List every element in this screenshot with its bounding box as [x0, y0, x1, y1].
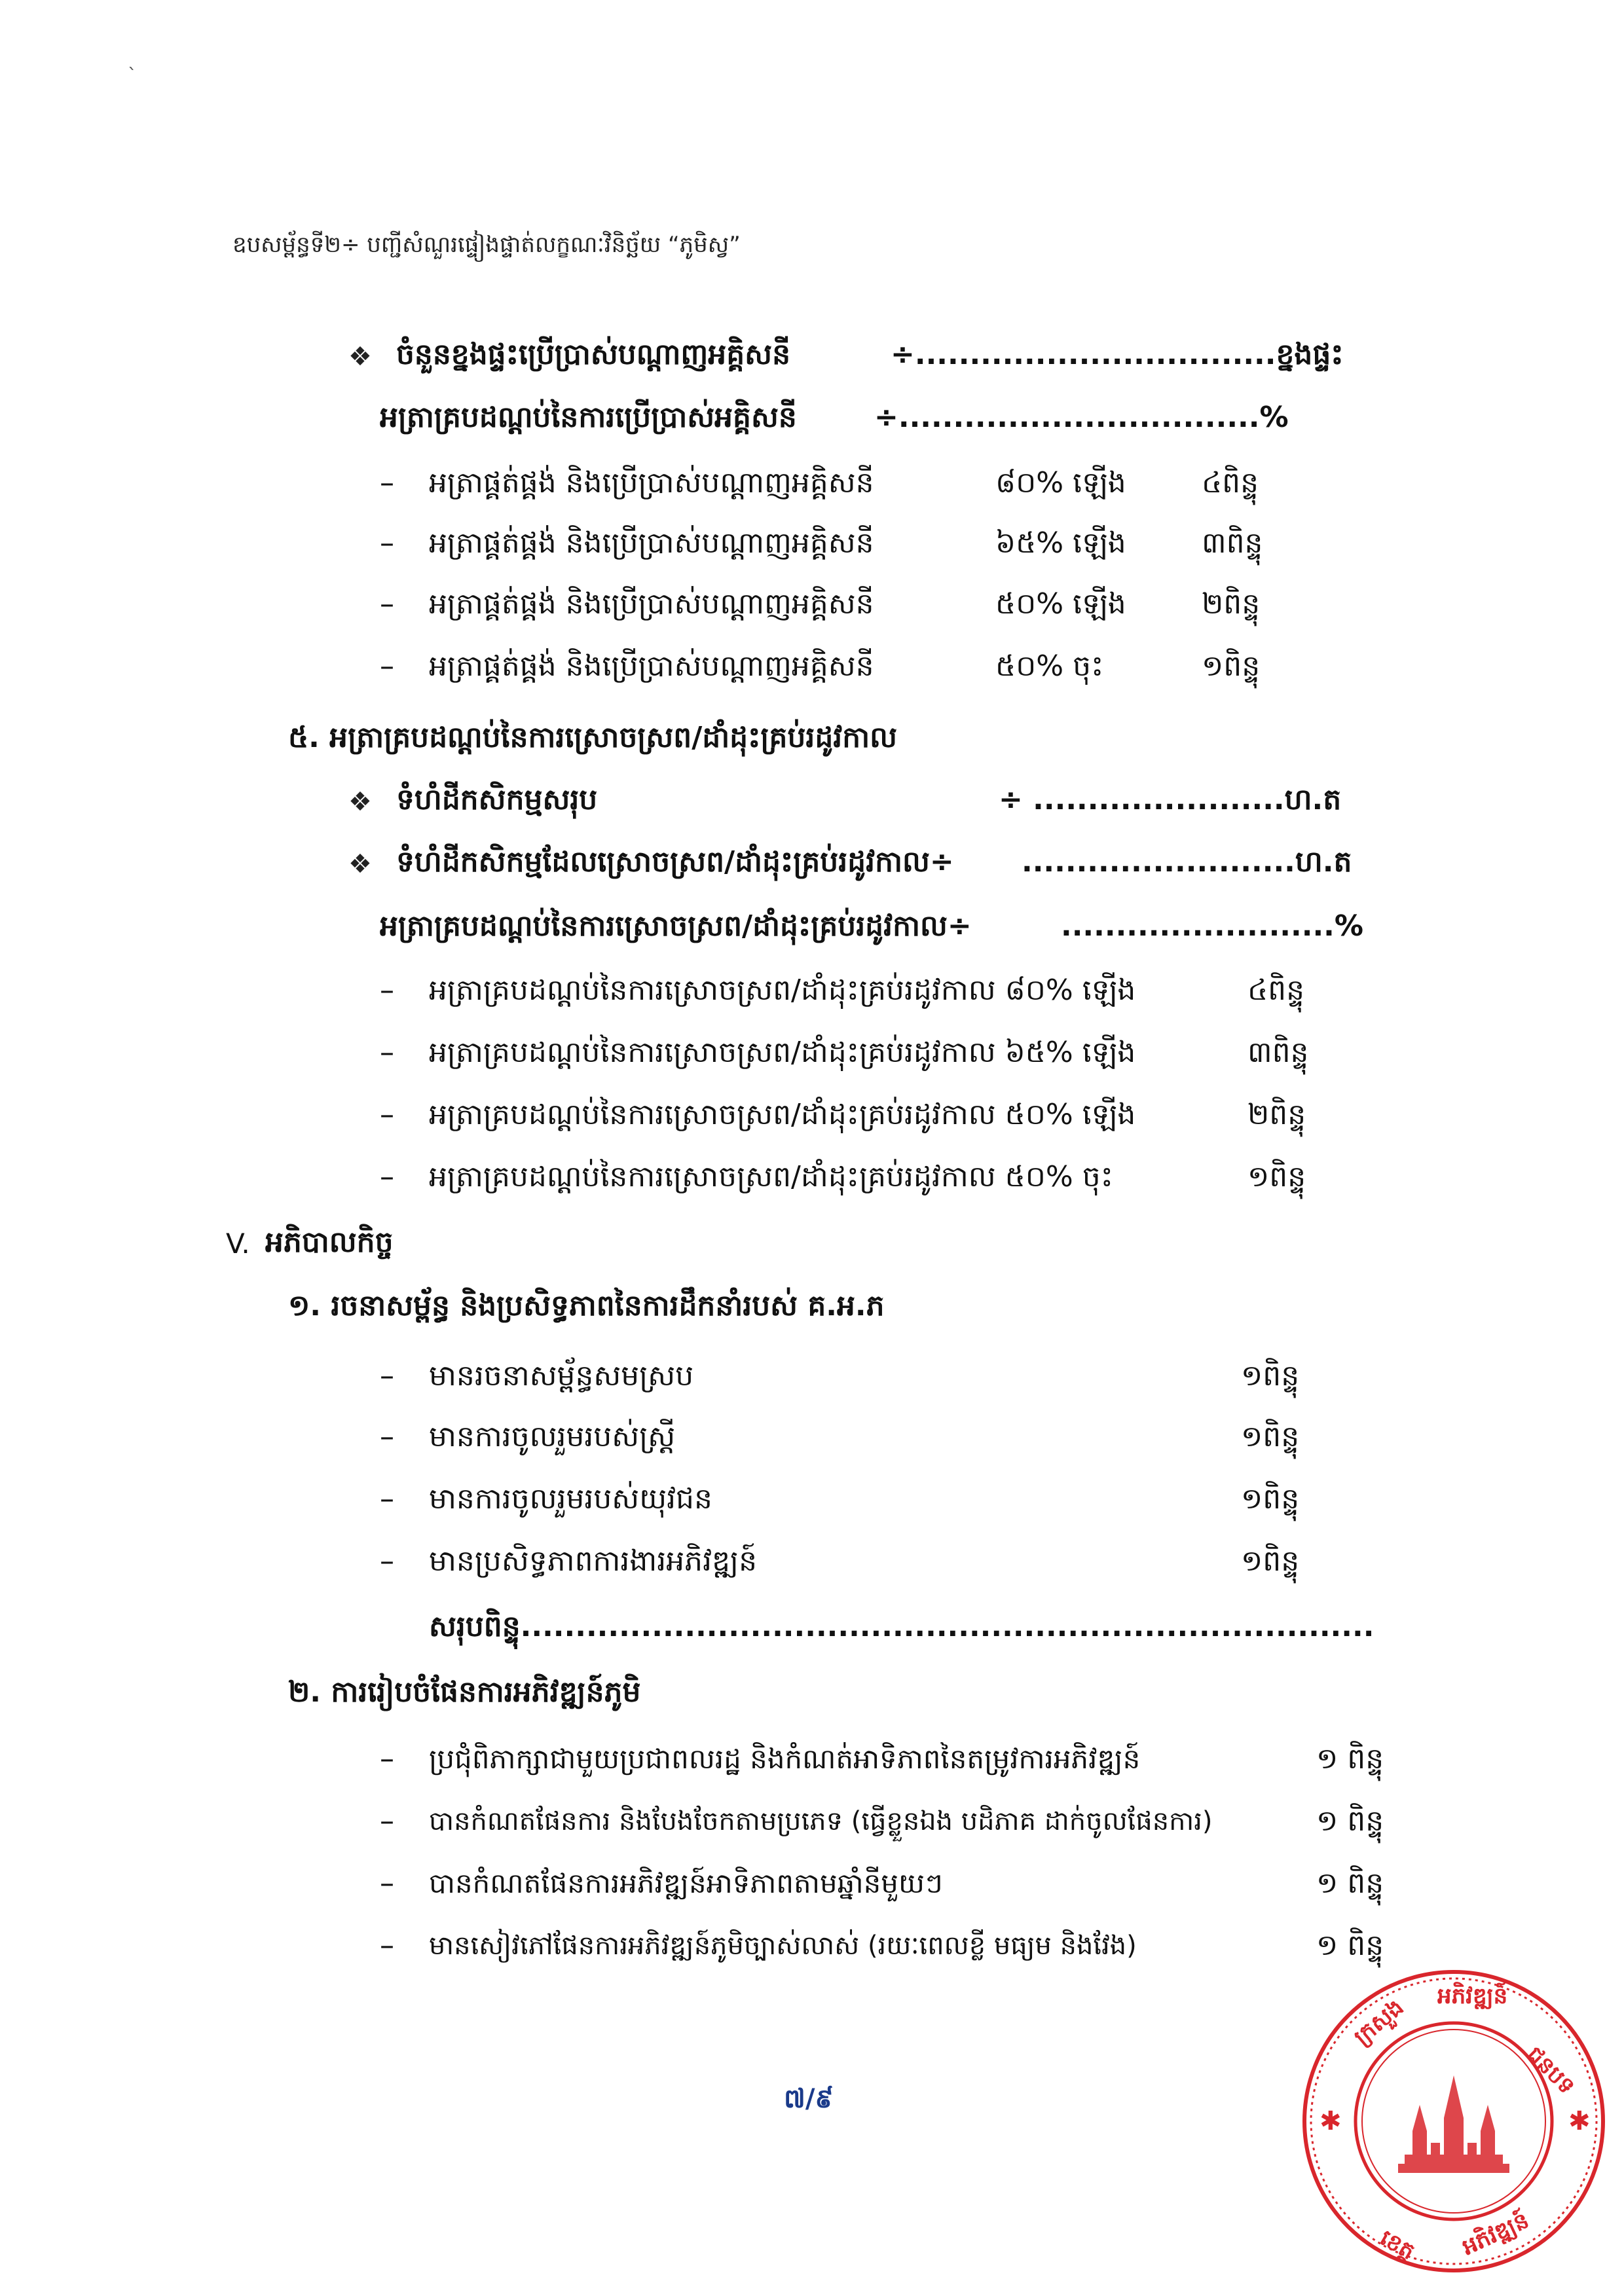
dash-icon: – — [380, 1804, 394, 1838]
item-points: ៣ពិន្ទុ — [1247, 1036, 1309, 1069]
dash-icon: – — [380, 466, 394, 500]
official-stamp-icon — [1300, 1967, 1608, 2275]
dash-icon: – — [380, 1867, 394, 1900]
item-text: មានរចនាសម្ព័ន្ធសមស្រប — [429, 1359, 694, 1393]
item-points: ២ពិន្ទុ — [1247, 1098, 1306, 1131]
electricity-rate-fill: ÷.................................% — [874, 401, 1289, 434]
item-text: អត្រាផ្គត់ផ្គង់ និងប្រើប្រាស់បណ្ដាញអគ្គិសនី — [429, 526, 874, 560]
item-text: អត្រាគ្របដណ្ដប់នៃការស្រោចស្រព/ដាំដុះគ្រប់រដូវកាល ៨០% ឡើង — [429, 974, 1136, 1007]
bullet-icon: ❖ — [348, 849, 372, 879]
dash-icon: – — [380, 526, 394, 560]
bullet-icon: ❖ — [348, 342, 372, 372]
stray-mark: ` — [128, 64, 137, 86]
item-text: មានប្រសិទ្ធភាពការងារអភិវឌ្ឍន៍ — [429, 1544, 758, 1578]
page-number: ៧/៩ — [784, 2084, 834, 2114]
item-text: បានកំណតផែនការអភិវឌ្ឍន៍អាទិភាពតាមឆ្នាំនីមួយៗ — [429, 1867, 943, 1899]
section-v-heading: អភិបាលកិច្ច — [265, 1226, 394, 1259]
households-fill: ÷.................................ខ្នងផ្ទះ — [891, 338, 1344, 371]
electricity-rate-label: អត្រាគ្របដណ្ដប់នៃការប្រើប្រាស់អគ្គិសនី — [380, 401, 797, 434]
svg-text:ក្រសួង: ក្រសួង — [1349, 1994, 1409, 2050]
item-points: ១ពិន្ទុ — [1241, 1544, 1300, 1578]
item-points: ១ពិន្ទុ — [1202, 649, 1261, 683]
item-text: មានការចូលរួមរបស់ស្ត្រី — [429, 1420, 676, 1453]
dash-icon: – — [380, 1929, 394, 1962]
svg-text:✱: ✱ — [1320, 2106, 1342, 2136]
item-points: ១ ពិន្ទុ — [1316, 1929, 1384, 1962]
dash-icon: – — [380, 1420, 394, 1453]
dash-icon: – — [380, 1742, 394, 1776]
bullet-icon: ❖ — [348, 787, 372, 817]
irrigation-rate-fill: .........................% — [1061, 909, 1363, 943]
dash-icon: – — [380, 1359, 394, 1393]
item-points: ២ពិន្ទុ — [1202, 587, 1261, 621]
irrigation-rate-label: អត្រាគ្របដណ្ដប់នៃការស្រោចស្រព/ដាំដុះគ្រប់រដូវកាល÷ — [380, 909, 972, 943]
dash-icon: – — [380, 1482, 394, 1516]
svg-text:អភិវឌ្ឍន៍: អភិវឌ្ឍន៍ — [1437, 1983, 1508, 2009]
item-points: ១ពិន្ទុ — [1241, 1359, 1300, 1393]
item-text: មានសៀវភៅផែនការអភិវឌ្ឍន៍ភូមិច្បាស់លាស់ (រយៈពេលខ្លី មធ្យម និងវែង) — [429, 1931, 1137, 1961]
irrigated-land-fill: .........................ហ.ត — [1022, 845, 1352, 879]
item-text: អត្រាផ្គត់ផ្គង់ និងប្រើប្រាស់បណ្ដាញអគ្គិសនី — [429, 587, 874, 621]
svg-text:ជនបទ: ជនបទ — [1521, 2041, 1580, 2100]
item-points: ១ពិន្ទុ — [1241, 1420, 1300, 1453]
dash-icon: – — [380, 649, 394, 683]
item-points: ១ ពិន្ទុ — [1316, 1804, 1384, 1838]
total-land-fill: ÷ .......................ហ.ត — [999, 783, 1342, 816]
dash-icon: – — [380, 974, 394, 1007]
irrigated-land-label: ទំហំដីកសិកម្មដែលស្រោចស្រព/ដាំដុះគ្រប់រដូវកាល÷ — [396, 845, 954, 879]
item-points: ១ ពិន្ទុ — [1316, 1742, 1384, 1776]
svg-text:ខេត្ត: ខេត្ត — [1375, 2225, 1420, 2265]
total-points-line: សរុបពិន្ទុ.............................................................................. — [429, 1610, 1375, 1643]
section-5-heading: ៥. អត្រាគ្របដណ្ដប់នៃការស្រោចស្រព/ដាំដុះគ្រប់រដូវកាល — [288, 721, 898, 754]
section-2-heading: ២. ការរៀបចំផែនការអភិវឌ្ឍន៍ភូមិ — [288, 1675, 641, 1709]
item-text: ប្រជុំពិភាក្សាជាមួយប្រជាពលរដ្ឋ និងកំណត់អាទិភាពនៃតម្រូវការអភិវឌ្ឍន៍ — [429, 1743, 1141, 1775]
item-percent: ៥០% ចុះ — [995, 649, 1104, 683]
svg-text:✱: ✱ — [1568, 2106, 1591, 2136]
section-1-heading: ១. រចនាសម្ព័ន្ធ និងប្រសិទ្ធភាពនៃការដឹកនាំរបស់ គ.អ.ភ — [288, 1289, 885, 1322]
dash-icon: – — [380, 1098, 394, 1131]
item-percent: ៦៥% ឡើង — [995, 526, 1126, 560]
section-v-number: V. — [226, 1228, 250, 1260]
svg-text:អភិវឌ្ឍន៍: អភិវឌ្ឍន៍ — [1458, 2207, 1534, 2261]
item-points: ១ពិន្ទុ — [1241, 1482, 1300, 1516]
item-text: អត្រាផ្គត់ផ្គង់ និងប្រើប្រាស់បណ្ដាញអគ្គិសនី — [429, 649, 874, 683]
item-points: ៤ពិន្ទុ — [1247, 974, 1305, 1007]
item-points: ៤ពិន្ទុ — [1202, 466, 1259, 500]
item-points: ១ពិន្ទុ — [1247, 1160, 1306, 1194]
dash-icon: – — [380, 587, 394, 621]
item-percent: ៨០% ឡើង — [995, 466, 1126, 500]
dash-icon: – — [380, 1036, 394, 1069]
dash-icon: – — [380, 1544, 394, 1578]
item-text: អត្រាផ្គត់ផ្គង់ និងប្រើប្រាស់បណ្ដាញអគ្គិសនី — [429, 466, 874, 500]
dash-icon: – — [380, 1160, 394, 1194]
item-points: ៣ពិន្ទុ — [1202, 526, 1263, 560]
item-points: ១ ពិន្ទុ — [1316, 1867, 1384, 1900]
item-text: មានការចូលរួមរបស់យុវជន — [429, 1482, 712, 1516]
total-land-label: ទំហំដីកសិកម្មសរុប — [396, 783, 598, 816]
item-text: អត្រាគ្របដណ្ដប់នៃការស្រោចស្រព/ដាំដុះគ្រប់រដូវកាល ៥០% ឡើង — [429, 1098, 1136, 1131]
document-header: ឧបសម្ព័ន្ធទី២÷ បញ្ជីសំណួរផ្ទៀងផ្ទាត់លក្ខណៈវិនិច្ឆ័យ “ភូមិស្វ” — [232, 232, 741, 258]
item-percent: ៥០% ឡើង — [995, 587, 1126, 621]
item-text: អត្រាគ្របដណ្ដប់នៃការស្រោចស្រព/ដាំដុះគ្រប់រដូវកាល ៥០% ចុះ — [429, 1160, 1113, 1194]
households-label: ចំនួនខ្នងផ្ទះប្រើប្រាស់បណ្ដាញអគ្គិសនី — [396, 338, 790, 371]
item-text: បានកំណតផែនការ និងបែងចែកតាមប្រភេទ (ធ្វើខ្លួនឯង បដិភាគ ដាក់ចូលផែនការ) — [429, 1806, 1213, 1836]
item-text: អត្រាគ្របដណ្ដប់នៃការស្រោចស្រព/ដាំដុះគ្រប់រដូវកាល ៦៥% ឡើង — [429, 1036, 1136, 1069]
